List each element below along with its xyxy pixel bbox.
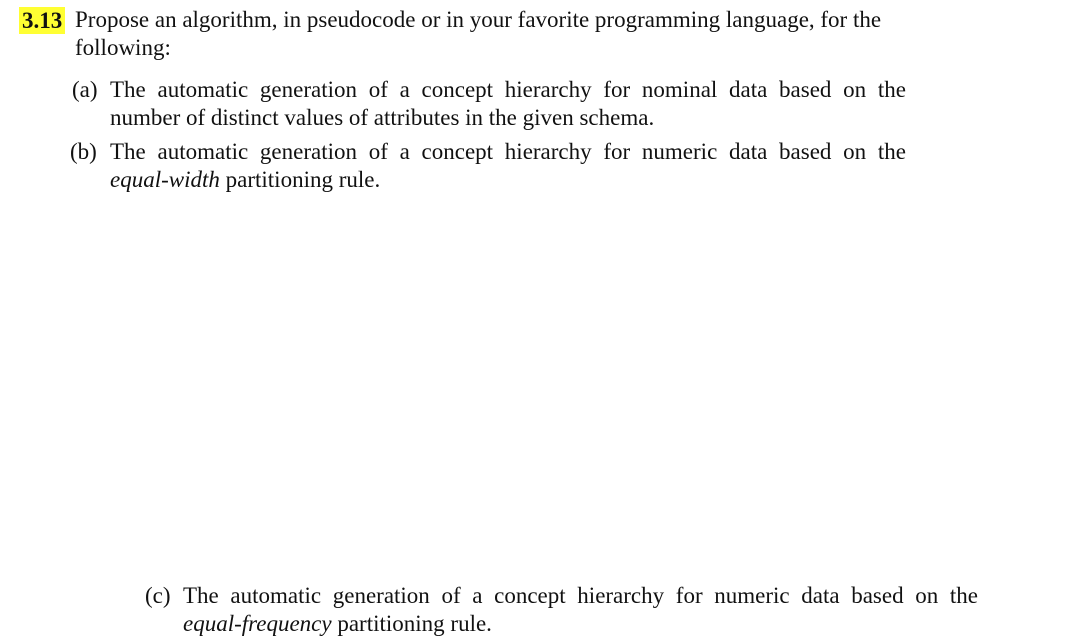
item-b-marker: (b) [70,139,97,164]
item-a-line-2: number of distinct values of attributes in the given schema. [110,105,655,130]
exercise-number: 3.13 [19,7,65,34]
item-b-line-2-rest: partitioning rule. [219,167,381,192]
item-c-line-1: The automatic generation of a concept hierarchy for numeric data based on the [183,583,978,608]
item-a-line-1: The automatic generation of a concept hierarchy for nominal data based on the [110,77,906,102]
item-a-marker: (a) [72,77,98,102]
item-c-emphasis: equal-frequency [183,611,332,636]
exercise-intro-line-2: following: [75,35,171,60]
item-b-emphasis: equal-width [110,167,220,192]
item-c-marker: (c) [145,583,171,608]
exercise-intro-line-1: Propose an algorithm, in pseudocode or in your favorite programming language, for the [75,7,882,32]
item-c-line-2 [183,610,492,638]
item-c-line-2-rest: partitioning rule. [331,611,492,636]
item-b-line-1: The automatic generation of a concept hierarchy for numeric data based on the [110,139,906,164]
item-b-line-2 [110,166,380,194]
